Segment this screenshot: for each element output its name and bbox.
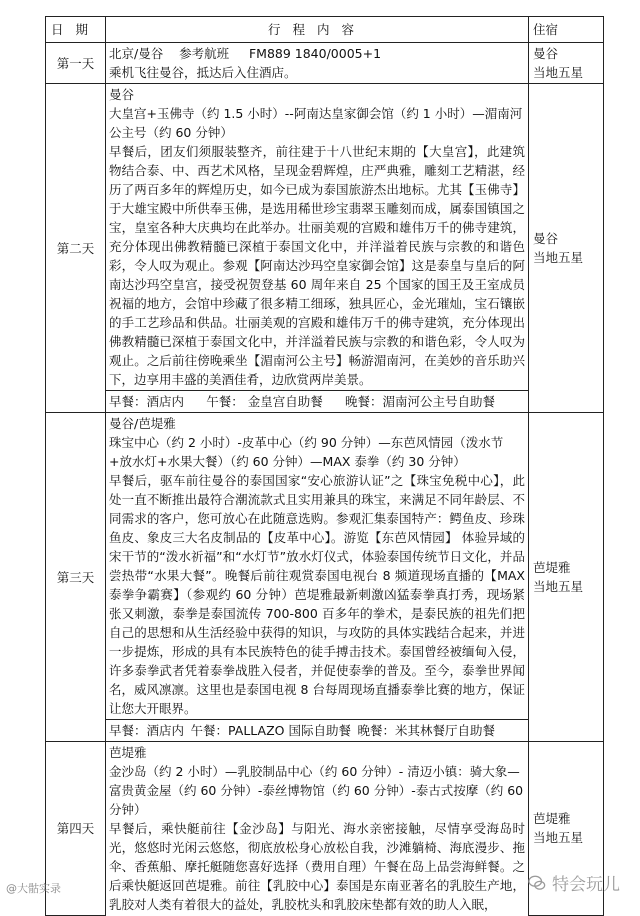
watermark-right-text: 特会玩儿	[552, 875, 620, 895]
lodging-cell	[529, 43, 604, 84]
day-row	[46, 742, 604, 916]
day-label: 第四天	[46, 742, 106, 916]
header-date: 日期	[46, 17, 106, 43]
header-lodging: 住宿	[529, 17, 604, 43]
day-label: 第三天	[46, 413, 106, 742]
lodging-cell	[529, 84, 604, 413]
meal-dinner: 晚餐：米其林餐厅自助餐	[357, 723, 495, 738]
meal-breakfast: 早餐：酒店内	[109, 394, 185, 409]
day-content	[106, 742, 529, 916]
content-line: 乘机飞往曼谷，抵达后入住酒店。	[109, 65, 297, 80]
content-line: 珠宝中心（约 2 小时）-皮革中心（约 90 分钟）—东芭风情园（泼水节+放水灯+水果大餐）（约 60 分钟）—MAX 泰拳（约 30 分钟）	[109, 435, 504, 469]
watermark-right	[528, 870, 620, 895]
day-content	[106, 43, 529, 84]
day-row	[46, 84, 604, 391]
itinerary-table	[45, 16, 604, 916]
meal-breakfast: 早餐：酒店内	[109, 723, 185, 738]
content-line: 芭堤雅	[109, 745, 147, 760]
meal-dinner: 晚餐：湄南河公主号自助餐	[344, 394, 495, 409]
lodging-city: 芭堤雅	[533, 811, 571, 827]
lodging-cell	[529, 413, 604, 742]
meal-row	[46, 720, 604, 742]
header-row	[46, 17, 604, 43]
watermark-left	[6, 880, 61, 896]
day-content	[106, 84, 529, 391]
meal-row	[46, 391, 604, 413]
header-content: 行程内容	[106, 17, 529, 43]
day-row	[46, 43, 604, 84]
day-label: 第一天	[46, 43, 106, 84]
wechat-icon	[528, 874, 546, 892]
lodging-class: 当地五星	[533, 830, 584, 846]
content-line: 金沙岛（约 2 小时）—乳胶制品中心（约 60 分钟）- 清迈小镇：骑大象—富贵黄金屋（约 60 分钟）-泰丝博物馆（约 60 分钟）-泰古式按摩（约 60 分钟）	[109, 764, 524, 817]
meal-lunch: 午餐： 金皇宫自助餐	[206, 394, 323, 409]
content-line: 大皇宫+玉佛寺（约 1.5 小时）--阿南达皇家御会馆（约 1 小时）—湄南河公主号（约 60 分钟）	[109, 106, 523, 140]
day-label: 第二天	[46, 84, 106, 413]
watermark-left-text: @大骷实录	[6, 882, 61, 895]
lodging-class: 当地五星	[533, 65, 584, 80]
lodging-city: 芭堤雅	[533, 560, 571, 575]
day-row	[46, 413, 604, 720]
content-paragraph: 早餐后，驱车前往曼谷的泰国国家“安心旅游认证”之【珠宝免税中心】，此处一直不断推出最符合潮流款式且实用兼具的珠宝，来满足不同年龄层、不同需求的客户，您可放心在此随意选购。参观汇集泰国特产：鳄鱼皮、珍珠鱼皮、象皮三大名皮制品的【皮革中心】。游览【东芭风情园】 体验异域的宋干节的“泼水祈福”和“水灯节”放水灯仪式，体验泰国传统节日文化，并品尝热带“水果大餐”。晚餐后前往观赏泰国电视台 8 频道现场直播的【MAX 泰拳争霸赛】（参观约 60 分钟）芭堤雅最新刺激凶猛泰拳真打秀，现场紧张又刺激，泰拳是泰国流传 700-800 百多年的拳术，是泰民族的祖先们把自己的思想和从生活经验中获得的知识，与攻防的具体实践结合起来，并进一步提炼，形成的具有本民族特色的徒手搏击技术。泰国曾经被缅甸入侵，许多泰拳武者凭着泰拳战胜入侵者，并促使泰拳的普及。至今，泰拳世界闻名，威风凛凛。这里也是泰国电视 8 台每周现场直播泰拳比赛的地方，保证让您大开眼界。	[109, 473, 525, 716]
lodging-city: 曼谷	[533, 231, 559, 246]
day-content	[106, 413, 529, 720]
content-paragraph: 早餐后，乘快艇前往【金沙岛】与阳光、海水亲密接触，尽情享受海岛时光，悠悠时光闲云悠悠，彻底放松身心放松自我，沙滩躺椅、海底漫步、拖伞、香蕉船、摩托艇随您喜好选择（费用自理）午餐在岛上品尝海鲜餐。之后乘快艇返回芭堤雅。前往【乳胶中心】泰国是东南亚著名的乳胶生产地，乳胶对人类有着很大的益处，乳胶枕头和乳胶床垫都有效的助人入眠，	[109, 821, 525, 912]
lodging-city: 曼谷	[533, 46, 559, 61]
content-line: 曼谷	[109, 87, 135, 102]
meal-lunch: 午餐：PALLAZO 国际自助餐	[190, 723, 351, 738]
content-paragraph: 早餐后，团友们须服装整齐，前往建于十八世纪末期的【大皇宫】，此建筑物结合泰、中、西艺术风格，呈现金碧辉煌，庄严典雅，雕刻工艺精湛，经历了两百多年的辉煌历史，如今已成为泰国旅游杰出地标。尤其【玉佛寺】于大雄宝殿中所供奉玉佛，是选用稀世珍宝翡翠玉雕刻而成，属泰国镇国之宝，皇室各种大庆典均在此举办。壮丽美观的宫殿和雄伟万千的佛寺建筑，充分体现出佛教精髓已深植于泰国文化中，并洋溢着民族与宗教的和谐色彩，令人叹为观止。参观【阿南达沙玛空皇家御会馆】这是泰皇与皇后的阿南达沙玛空皇宫，接受祝贺登基 60 周年来自 25 个国家的国王及王室成员祝福的地方，会馆中珍藏了很多精工细琢，独具匠心，金光璀灿，宝石镶嵌的手工艺珍品和供品。壮丽美观的宫殿和雄伟万千的佛寺建筑，充分体现出佛教精髓已深植于泰国文化中，并洋溢着民族与宗教的和谐色彩，令人叹为观止。之后前往傍晚乘坐【湄南河公主号】畅游湄南河，在美妙的音乐助兴下，边享用丰盛的美酒佳肴，边欣赏两岸美景。	[109, 144, 525, 387]
content-line: 北京/曼谷 参考航班 FM889 1840/0005+1	[109, 46, 382, 61]
content-line: 曼谷/芭堤雅	[109, 416, 176, 431]
lodging-class: 当地五星	[533, 579, 584, 594]
lodging-class: 当地五星	[533, 250, 584, 265]
